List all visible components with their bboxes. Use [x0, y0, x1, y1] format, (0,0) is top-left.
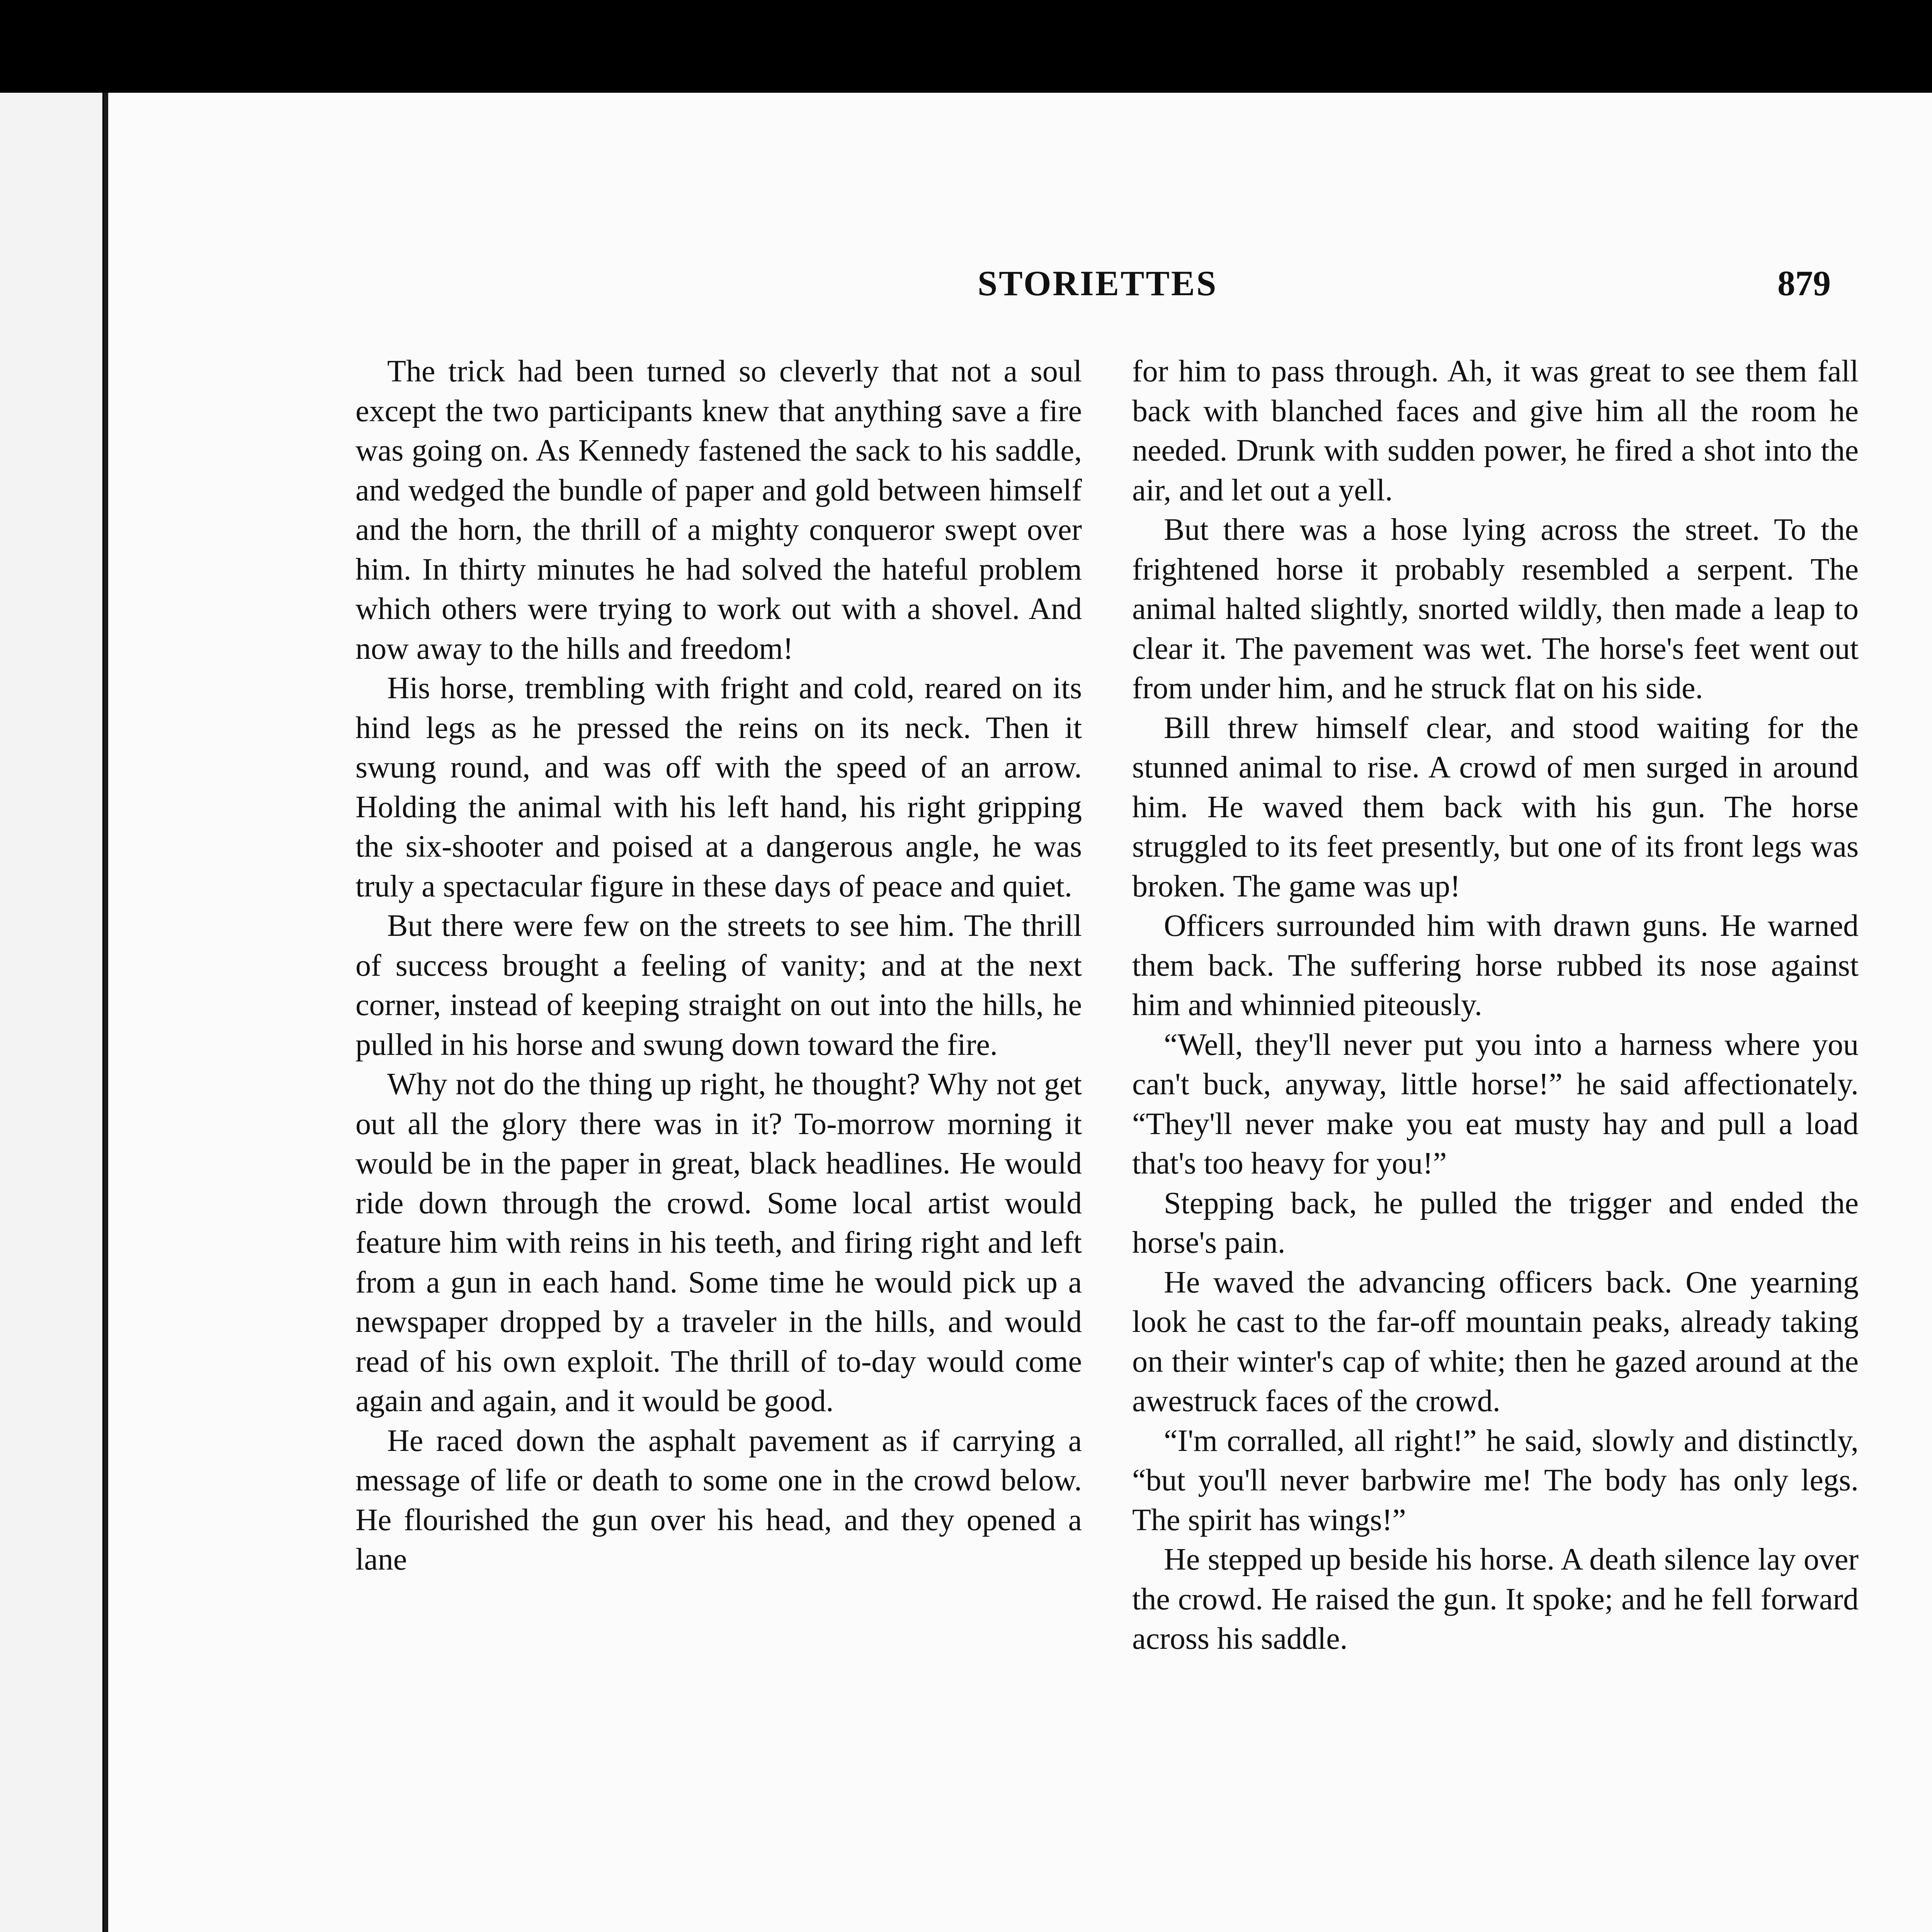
paragraph: Stepping back, he pulled the trigger and ended the horse's pain. — [1132, 1186, 1859, 1260]
paragraph: “I'm corralled, all right!” he said, slowly and distinctly, “but you'll never barbwire me! The body has only legs. The spirit has wings!” — [1132, 1423, 1859, 1537]
paragraph: His horse, trembling with fright and cold, reared on its hind legs as he pressed the reins on its neck. Then it swung round, and was off with the speed of an arrow. Holding the animal with his left hand, his right gripping the six-shooter and poised at a dangerous angle, he was truly a spectacular figure in these days of peace and quiet. — [355, 671, 1082, 903]
text-column-1 — [355, 352, 1082, 1580]
page-number: 879 — [1777, 264, 1831, 303]
text-column-2 — [1132, 352, 1859, 1659]
paragraph: The trick had been turned so cleverly that not a soul except the two participants knew that anything save a fire was going on. As Kennedy fastened the sack to his saddle, and wedged the bundle of paper and gold between himself and the horn, the thrill of a mighty conqueror swept over him. In thirty minutes he had solved the hateful problem which others were trying to work out with a shovel. And now away to the hills and freedom! — [355, 354, 1082, 666]
paragraph: He waved the advancing officers back. One yearning look he cast to the far-off mountain peaks, already taking on their winter's cap of white; then he gazed around at the awestruck faces of the crowd. — [1132, 1265, 1859, 1418]
paragraph: Bill threw himself clear, and stood waiting for the stunned animal to rise. A crowd of men surged in around him. He waved them back with his gun. The horse struggled to its feet presently, but one of its front legs was broken. The game was up! — [1132, 711, 1859, 903]
paragraph: Why not do the thing up right, he thought? Why not get out all the glory there was in it? To-morrow morning it would be in the paper in great, black headlines. He would ride down through the crowd. Some local artist would feature him with reins in his teeth, and firing right and left from a gun in each hand. Some time he would pick up a newspaper dropped by a traveler in the hills, and would read of his own exploit. The thrill of to-day would come again and again, and it would be good. — [355, 1067, 1082, 1418]
paragraph: for him to pass through. Ah, it was great to see them fall back with blanched faces and give him all the room he needed. Drunk with sudden power, he fired a shot into the air, and let out a yell. — [1132, 354, 1859, 507]
paragraph: Officers surrounded him with drawn guns. He warned them back. The suffering horse rubbed its nose against him and whinnied piteously. — [1132, 909, 1859, 1022]
book-spine — [104, 93, 108, 1932]
paragraph: He raced down the asphalt pavement as if carrying a message of life or death to some one in the crowd below. He flourished the gun over his head, and they opened a lane — [355, 1423, 1082, 1577]
running-header-title: STORIETTES — [978, 264, 1218, 303]
facing-page-edge — [0, 93, 102, 1932]
paragraph: But there was a hose lying across the street. To the frightened horse it probably resembled a serpent. The animal halted slightly, snorted wildly, then made a leap to clear it. The pavement was wet. The horse's feet went out from under him, and he struck flat on his side. — [1132, 513, 1859, 705]
paragraph: He stepped up beside his horse. A death silence lay over the crowd. He raised the gun. It spoke; and he fell forward across his saddle. — [1132, 1543, 1859, 1656]
paragraph: But there were few on the streets to see him. The thrill of success brought a feeling of vanity; and at the next corner, instead of keeping straight on out into the hills, he pulled in his horse and swung down toward the fire. — [355, 909, 1082, 1062]
paragraph: “Well, they'll never put you into a harness where you can't buck, anyway, little horse!” he said affectionately. “They'll never make you eat musty hay and pull a load that's too heavy for you!” — [1132, 1027, 1859, 1180]
